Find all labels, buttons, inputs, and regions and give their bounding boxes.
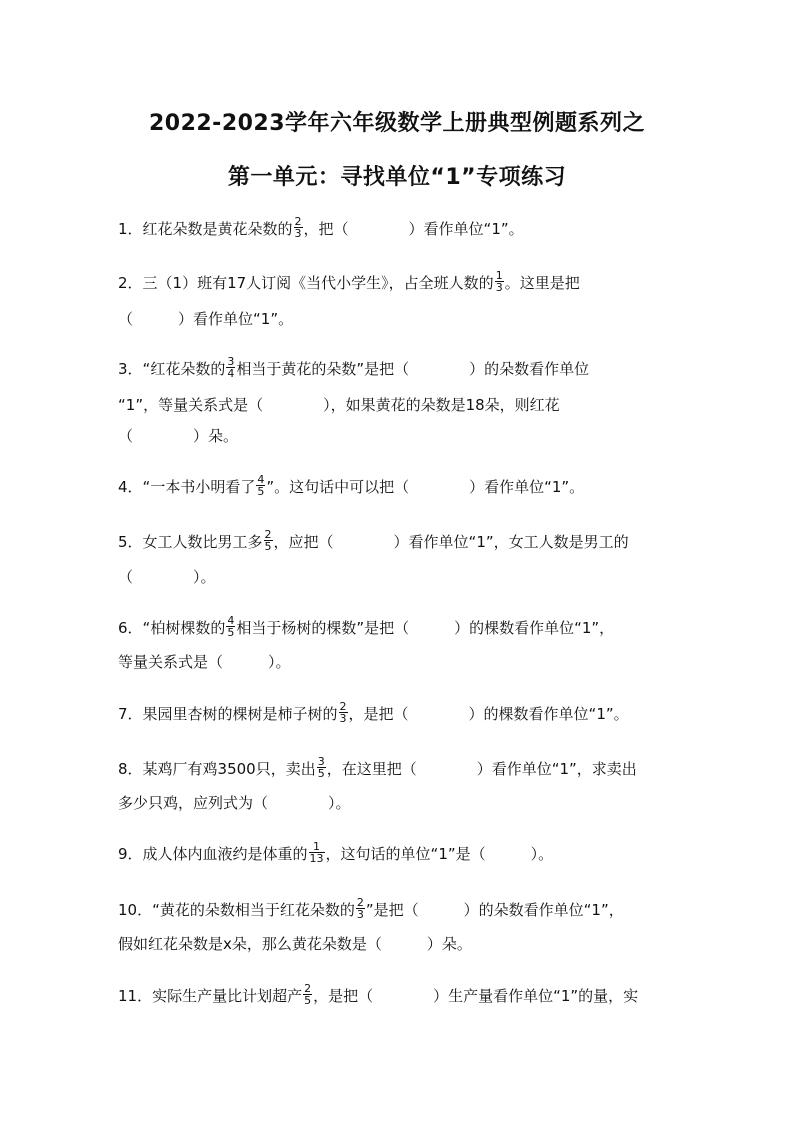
question-text: 相当于黄花的朵数”是把（ ）的朵数看作单位 xyxy=(236,360,590,378)
question-6 xyxy=(118,614,615,640)
fraction: $\frac{2}{3}$ xyxy=(356,896,364,921)
fraction: $\frac{1}{3}$ xyxy=(495,269,503,294)
question-text: 10．“黄花的朵数相当于红花朵数的 xyxy=(118,901,355,919)
fraction: $\frac{3}{4}$ xyxy=(227,355,235,380)
document-title-line2: 第一单元：寻找单位“1”专项练习 xyxy=(227,165,567,190)
question-10-cont: 假如红花朵数是x朵，那么黄花朵数是（ ）朵。 xyxy=(118,935,472,953)
question-text: ，在这里把（ ）看作单位“1”，求卖出 xyxy=(326,760,637,778)
question-1 xyxy=(118,215,524,241)
question-8 xyxy=(118,755,637,781)
fraction: $\frac{2}{3}$ xyxy=(339,700,347,725)
question-10 xyxy=(118,896,624,922)
question-text: ，是把（ ）的棵数看作单位“1”。 xyxy=(348,705,629,723)
fraction: $\frac{4}{5}$ xyxy=(257,473,265,498)
fraction: $\frac{1}{13}$ xyxy=(309,840,324,865)
fraction: $\frac{2}{3}$ xyxy=(294,215,302,240)
fraction: $\frac{2}{5}$ xyxy=(264,528,272,553)
question-text: ，应把（ ）看作单位“1”，女工人数是男工的 xyxy=(273,533,629,551)
question-3 xyxy=(118,355,590,381)
question-text: 8．某鸡厂有鸡3500只，卖出 xyxy=(118,760,316,778)
question-text: 相当于杨树的棵数”是把（ ）的棵数看作单位“1”， xyxy=(236,619,615,637)
question-7 xyxy=(118,700,629,726)
question-text: 1．红花朵数是黄花朵数的 xyxy=(118,220,293,238)
question-text: ”是把（ ）的朵数看作单位“1”， xyxy=(365,901,624,919)
question-11 xyxy=(118,982,639,1008)
question-4 xyxy=(118,473,585,499)
question-2 xyxy=(118,269,580,295)
question-text: ”。这句话中可以把（ ）看作单位“1”。 xyxy=(266,478,585,496)
question-text: 2．三（1）班有17人订阅《当代小学生》，占全班人数的 xyxy=(118,274,494,292)
question-text: ，是把（ ）生产量看作单位“1”的量，实 xyxy=(313,987,639,1005)
question-text: 6．“柏树棵数的 xyxy=(118,619,226,637)
question-2-cont: （ ）看作单位“1”。 xyxy=(118,310,294,328)
question-text: ，这句话的单位“1”是（ ）。 xyxy=(325,845,554,863)
fraction: $\frac{3}{5}$ xyxy=(317,755,325,780)
question-text: 3．“红花朵数的 xyxy=(118,360,226,378)
question-6-cont: 等量关系式是（ ）。 xyxy=(118,653,291,671)
document-title-line1: 2022-2023学年六年级数学上册典型例题系列之 xyxy=(148,111,646,136)
question-8-cont: 多少只鸡，应列式为（ ）。 xyxy=(118,794,351,812)
question-5-cont: （ ）。 xyxy=(118,568,216,586)
question-9 xyxy=(118,840,554,866)
question-text: 5．女工人数比男工多 xyxy=(118,533,263,551)
question-text: 9．成人体内血液约是体重的 xyxy=(118,845,308,863)
question-text: 4．“一本书小明看了 xyxy=(118,478,256,496)
fraction: $\frac{4}{5}$ xyxy=(227,614,235,639)
question-text: 。这里是把 xyxy=(504,274,580,292)
question-text: ，把（ ）看作单位“1”。 xyxy=(303,220,524,238)
question-3-cont: “1”，等量关系式是（ ），如果黄花的朵数是18朵，则红花 xyxy=(118,396,560,414)
question-text: 7．果园里杏树的棵树是柿子树的 xyxy=(118,705,338,723)
question-5 xyxy=(118,528,629,554)
question-text: 11．实际生产量比计划超产 xyxy=(118,987,303,1005)
question-3-cont2: （ ）朵。 xyxy=(118,427,239,445)
fraction: $\frac{2}{5}$ xyxy=(304,982,312,1007)
